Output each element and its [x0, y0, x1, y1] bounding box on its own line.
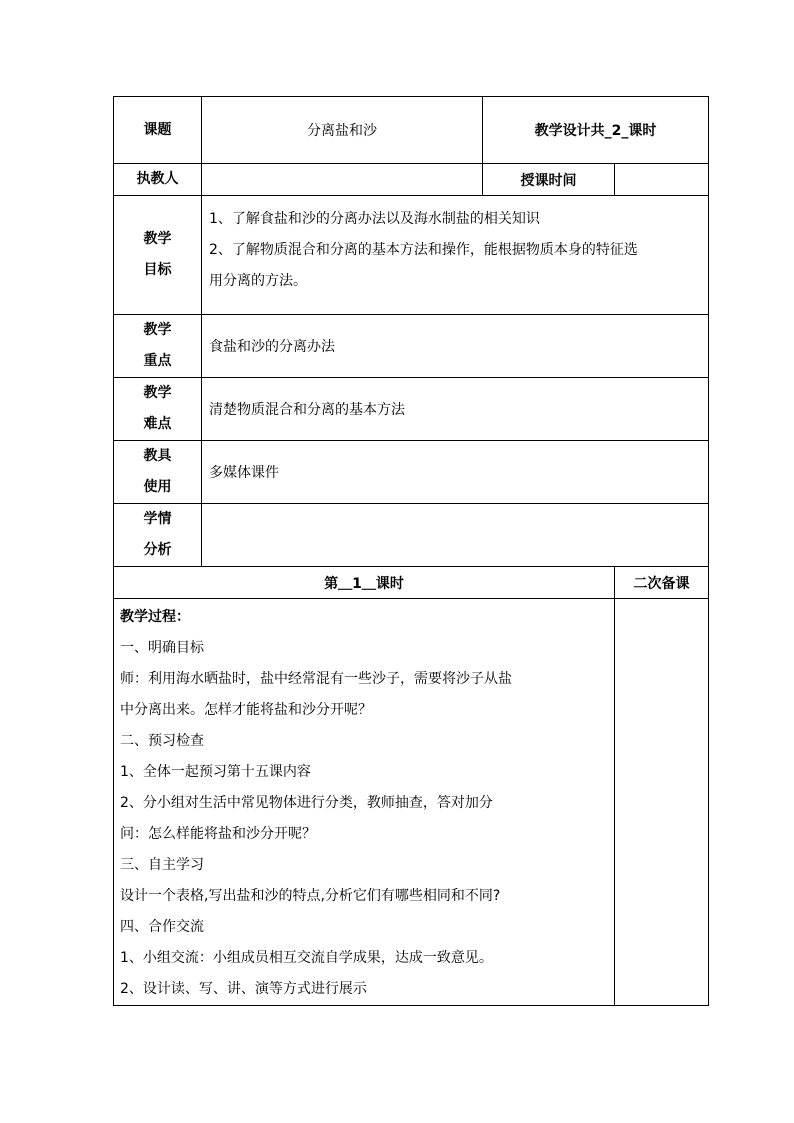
key-points-label — [114, 315, 202, 378]
process-line: 1、全体一起预习第十五课内容 — [120, 764, 311, 780]
analysis-label — [114, 504, 202, 567]
difficulties-value: 清楚物质混合和分离的基本方法 — [202, 378, 709, 441]
difficulties-label — [114, 378, 202, 441]
process-line: 问：怎么样能将盐和沙分开呢？ — [120, 826, 316, 842]
second-prep-notes — [615, 599, 709, 1006]
key-points-value: 食盐和沙的分离办法 — [202, 315, 709, 378]
process-line: 四、合作交流 — [120, 919, 204, 935]
period-title: 第＿1＿课时 — [114, 567, 615, 599]
tools-label — [114, 441, 202, 504]
goals-line: 1、了解食盐和沙的分离办法以及海水制盐的相关知识 — [209, 211, 540, 227]
time-value — [615, 164, 709, 196]
topic-label: 课题 — [114, 97, 202, 164]
process-line: 设计一个表格,写出盐和沙的特点,分析它们有哪些相同和不同? — [120, 888, 501, 904]
topic-value: 分离盐和沙 — [202, 97, 483, 164]
process-line: 师：利用海水晒盐时，盐中经常混有一些沙子，需要将沙子从盐 — [120, 671, 512, 687]
process-title: 教学过程： — [120, 609, 190, 625]
process-line: 二、预习检查 — [120, 733, 204, 749]
process-line: 三、自主学习 — [120, 857, 204, 873]
analysis-label-line2: 分析 — [143, 542, 172, 558]
process-line: 2、分小组对生活中常见物体进行分类，教师抽查，答对加分 — [120, 795, 493, 811]
goals-label-line2: 目标 — [143, 262, 172, 278]
teacher-label: 执教人 — [114, 164, 202, 196]
goals-line: 用分离的方法。 — [209, 273, 307, 289]
tools-value: 多媒体课件 — [202, 441, 709, 504]
teaching-process — [114, 599, 615, 1006]
tools-label-line2: 使用 — [143, 479, 172, 495]
goals-label-line1: 教学 — [143, 231, 172, 247]
key-points-label-line1: 教学 — [143, 322, 172, 338]
difficulties-label-line1: 教学 — [143, 385, 172, 401]
goals-label — [114, 196, 202, 315]
time-label: 授课时间 — [483, 164, 615, 196]
tools-label-line1: 教具 — [143, 448, 172, 464]
analysis-label-line1: 学情 — [143, 511, 172, 527]
design-total: 教学设计共_2_课时 — [483, 97, 709, 164]
teacher-value — [202, 164, 483, 196]
process-line: 1、小组交流：小组成员相互交流自学成果，达成一致意见。 — [120, 950, 493, 966]
second-prep-label: 二次备课 — [615, 567, 709, 599]
goals-line: 2、了解物质混合和分离的基本方法和操作，能根据物质本身的特征选 — [209, 242, 638, 258]
lesson-plan-table — [113, 96, 709, 1006]
process-line: 一、明确目标 — [120, 640, 204, 656]
process-line: 中分离出来。怎样才能将盐和沙分开呢？ — [120, 702, 372, 718]
goals-content — [202, 196, 709, 315]
difficulties-label-line2: 难点 — [143, 416, 172, 432]
analysis-value — [202, 504, 709, 567]
key-points-label-line2: 重点 — [143, 353, 172, 369]
process-line: 2、设计读、写、讲、演等方式进行展示 — [120, 981, 367, 997]
